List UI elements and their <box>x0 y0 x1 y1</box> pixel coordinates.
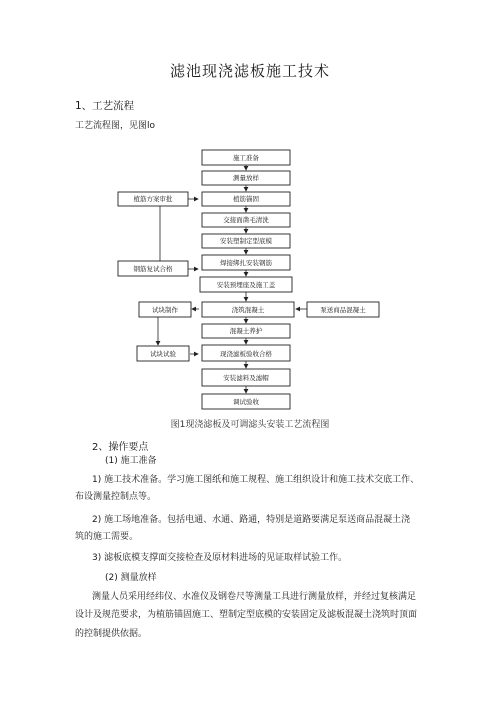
section-2-heading: 2、操作要点 <box>92 442 149 453</box>
page-title: 滤池现浇滤板施工技术 <box>169 62 330 80</box>
side-specimen-test: 试块试验 <box>150 350 176 358</box>
step-weld-rebar: 焊接绑扎安装钢筋 <box>220 259 272 267</box>
step-slab-acceptance: 现浇滤板验收合格 <box>220 350 272 358</box>
para-2-line-2: 筑的施工需要。 <box>75 532 139 542</box>
section-1-heading: 1、工艺流程 <box>75 100 135 112</box>
para-4-line-1: 测量人员采用经纬仪、水准仪及钢卷尺等测量工具进行测量放样，并经过复核满足 <box>92 592 417 602</box>
side-pumped-concrete: 泵送商品混凝土 <box>320 306 366 314</box>
para-4-line-2: 设计及规范要求，为植筋锚固施工、塑制定型底模的安装固定及滤板混凝土浇筑时顶面 <box>75 610 418 620</box>
para-1-line-2: 布设测量控制点等。 <box>75 492 157 502</box>
step-pour-concrete: 浇筑混凝土 <box>231 306 265 314</box>
side-rebar-retest: 钢筋复试合格 <box>133 265 173 273</box>
para-4-line-3: 的控制提供依据。 <box>75 629 148 639</box>
step-survey-layout: 测量放样 <box>233 174 259 182</box>
side-specimen-making: 试块制作 <box>152 306 178 314</box>
para-3: 3) 滤板底模支撑面交接检查及原材料进场的见证取样试验工作。 <box>92 553 348 563</box>
side-rebar-plan-approval: 植筋方案审批 <box>133 195 173 203</box>
step-commissioning: 调试验收 <box>233 398 259 406</box>
subsection-2-heading: (2) 测量放样 <box>105 573 157 583</box>
section-1-intro: 工艺流程图，见图lo <box>75 121 156 131</box>
step-rebar-anchoring: 植筋锚固 <box>233 195 259 203</box>
step-concrete-curing: 混凝土养护 <box>229 327 263 335</box>
flowchart-main-boxes <box>118 150 379 409</box>
para-1-line-1: 1) 施工技术准备。学习施工图纸和施工规程、施工组织设计和施工技术交底工作、 <box>92 475 420 485</box>
step-install-bottom-formwork: 安装塑制定型底模 <box>220 237 272 245</box>
para-2-line-1: 2) 施工场地准备。包括电通、水通、路通，特别是道路要满足泵送商品混凝土浇 <box>92 515 411 525</box>
figure-caption: 图1现浇滤板及可调滤头安装工艺流程图 <box>170 420 330 430</box>
step-install-filter-media: 安装滤料及滤帽 <box>223 374 269 382</box>
step-interface-roughening: 交接面凿毛清洗 <box>223 216 269 224</box>
step-construction-prep: 施工准备 <box>233 154 259 162</box>
subsection-1-heading: (1) 施工准备 <box>105 456 157 466</box>
step-install-embedded-seat: 安装预埋座及施工盖 <box>216 281 276 289</box>
